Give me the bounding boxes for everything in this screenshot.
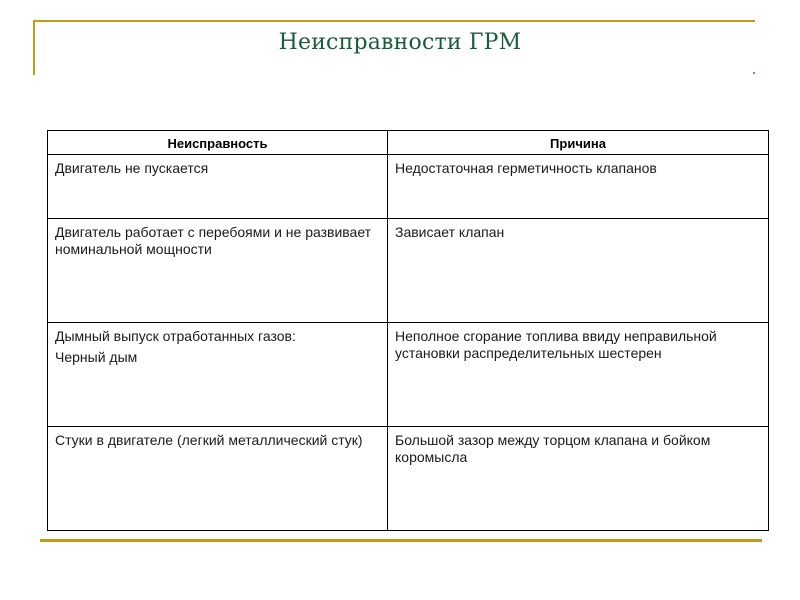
frame-corner-dot <box>753 72 755 74</box>
fault-cell <box>48 323 388 427</box>
cause-text: Недостаточная герметичность клапанов <box>395 160 657 176</box>
cause-text: Большой зазор между торцом клапана и бойком коромысла <box>395 432 711 465</box>
header-fault: Неисправность <box>48 131 388 155</box>
table-header-row <box>48 131 769 155</box>
cause-cell <box>388 427 769 531</box>
slide-title: Неисправности ГРМ <box>278 30 522 55</box>
table-row <box>48 155 769 219</box>
fault-text: Стуки в двигателе (легкий металлический стук) <box>55 432 363 448</box>
table-row <box>48 323 769 427</box>
table-row <box>48 427 769 531</box>
cause-text: Неполное сгорание топлива ввиду неправильной установки распределительных шестерен <box>395 328 717 361</box>
fault-cell <box>48 427 388 531</box>
fault-text: Двигатель не пускается <box>55 160 209 176</box>
fault-text: Двигатель работает с перебоями и не развивает номинальной мощности <box>55 224 372 257</box>
fault-subtext: Черный дым <box>55 349 138 365</box>
cause-cell <box>388 323 769 427</box>
frame-bottom-line <box>40 539 762 542</box>
table-row <box>48 219 769 323</box>
fault-text: Дымный выпуск отработанных газов: <box>55 328 296 344</box>
frame-top-line <box>33 20 755 22</box>
fault-cell <box>48 155 388 219</box>
faults-table <box>47 130 769 531</box>
cause-text: Зависает клапан <box>395 224 505 240</box>
cause-cell <box>388 219 769 323</box>
fault-cell <box>48 219 388 323</box>
header-cause: Причина <box>388 131 769 155</box>
cause-cell <box>388 155 769 219</box>
